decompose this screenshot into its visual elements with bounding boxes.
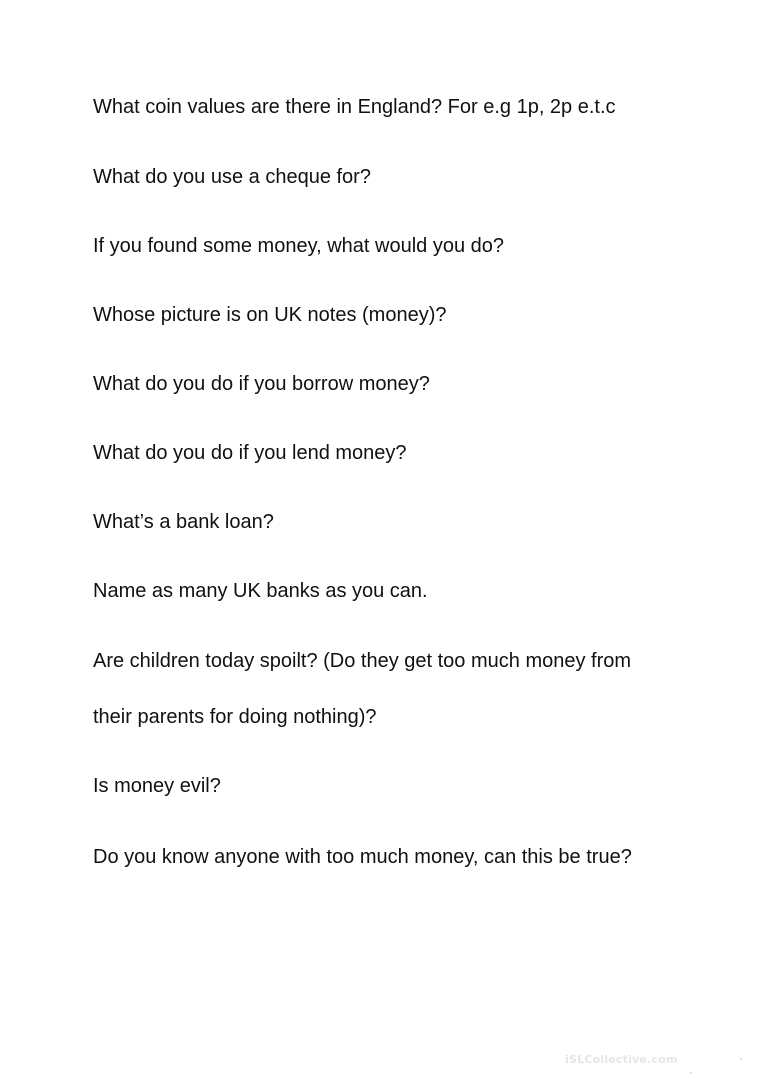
question-found-money: If you found some money, what would you do?	[93, 235, 504, 257]
question-coin-values: What coin values are there in England? For e.g 1p, 2p e.t.c	[93, 96, 616, 118]
question-lend-money: What do you do if you lend money?	[93, 442, 407, 464]
question-too-much-money: Do you know anyone with too much money, can this be true?	[93, 846, 632, 868]
question-bank-loan: What’s a bank loan?	[93, 511, 274, 533]
decorative-dot	[740, 1058, 742, 1060]
question-uk-notes: Whose picture is on UK notes (money)?	[93, 304, 447, 326]
question-children-spoilt-continued: their parents for doing nothing)?	[93, 706, 377, 728]
question-uk-banks: Name as many UK banks as you can.	[93, 580, 428, 602]
decorative-dot	[690, 1072, 692, 1074]
site-watermark: iSLCollective.com	[565, 1053, 678, 1066]
question-children-spoilt: Are children today spoilt? (Do they get too much money from	[93, 650, 632, 672]
question-cheque: What do you use a cheque for?	[93, 166, 371, 188]
question-money-evil: Is money evil?	[93, 775, 221, 797]
question-borrow-money: What do you do if you borrow money?	[93, 373, 430, 395]
